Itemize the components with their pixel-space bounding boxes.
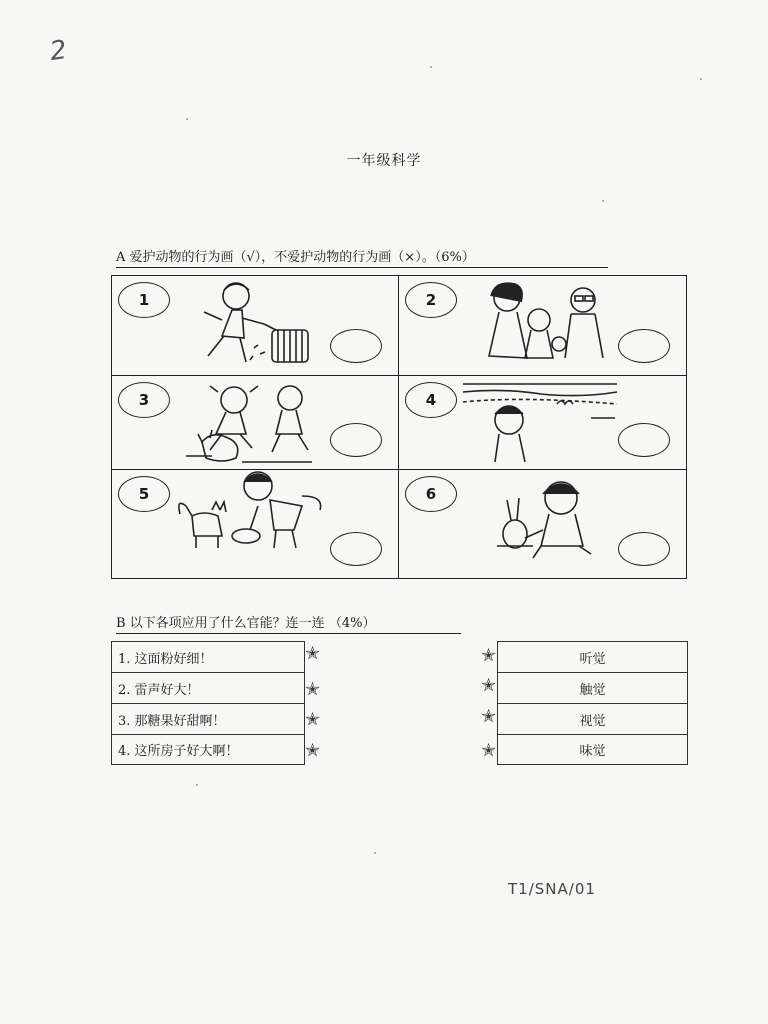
star-icon[interactable]: ✭	[305, 709, 321, 730]
answer-oval-1[interactable]	[330, 329, 382, 363]
girl-rabbit-illustration	[493, 474, 603, 570]
matching-right-item-1: 听觉	[497, 641, 688, 672]
scene-cell-4	[399, 376, 686, 470]
children-chasing-cat-illustration	[182, 378, 322, 466]
star-icon[interactable]: ✭	[305, 740, 321, 761]
matching-left-item-2: 2. 雷声好大！	[111, 672, 305, 703]
section-a-grid	[111, 275, 687, 579]
matching-left-item-3: 3. 那糖果好甜啊！	[111, 703, 305, 734]
item-number-4: 4	[405, 382, 457, 418]
item-number-1: 1	[118, 282, 170, 318]
item-number-2: 2	[405, 282, 457, 318]
matching-right-column	[497, 641, 688, 765]
scene-cell-2	[399, 276, 686, 376]
matching-left-item-1: 1. 这面粉好细！	[111, 641, 305, 672]
section-b-heading: B 以下各项应用了什么官能？连一连 （4%）	[116, 612, 461, 634]
scene-cell-1	[112, 276, 399, 376]
answer-oval-6[interactable]	[618, 532, 670, 566]
footer-code: T1/SNA/01	[508, 880, 596, 898]
margin-page-mark: 2	[47, 34, 69, 68]
scene-cell-6	[399, 470, 686, 578]
scene-cell-5	[112, 470, 399, 578]
matching-right-item-2: 触觉	[497, 672, 688, 703]
star-icon[interactable]: ✭	[305, 643, 321, 664]
boy-bird-cage-illustration	[194, 278, 324, 370]
page-title: 一年级科学	[346, 153, 422, 169]
answer-oval-4[interactable]	[618, 423, 670, 457]
star-icon[interactable]: ✭	[481, 740, 497, 761]
matching-right-item-4: 味觉	[497, 734, 688, 765]
star-icon[interactable]: ✭	[481, 645, 497, 666]
scan-speck	[196, 784, 198, 786]
scan-speck	[700, 78, 702, 80]
scan-speck	[186, 118, 188, 120]
section-a-heading: A 爱护动物的行为画（√），不爱护动物的行为画（×）。（6%）	[116, 246, 608, 268]
scan-speck	[374, 852, 376, 854]
scan-speck	[430, 66, 432, 68]
star-icon[interactable]: ✭	[481, 706, 497, 727]
scan-speck	[602, 200, 604, 202]
answer-oval-5[interactable]	[330, 532, 382, 566]
star-icon[interactable]: ✭	[305, 679, 321, 700]
girl-feeding-cat-illustration	[174, 470, 334, 574]
matching-right-item-3: 视觉	[497, 703, 688, 734]
family-doctor-illustration	[481, 278, 611, 370]
scene-cell-3	[112, 376, 399, 470]
item-number-3: 3	[118, 382, 170, 418]
answer-oval-2[interactable]	[618, 329, 670, 363]
item-number-6: 6	[405, 476, 457, 512]
answer-oval-3[interactable]	[330, 423, 382, 457]
matching-left-item-4: 4. 这所房子好大啊！	[111, 734, 305, 765]
item-number-5: 5	[118, 476, 170, 512]
star-icon[interactable]: ✭	[481, 675, 497, 696]
child-by-pond-illustration	[461, 378, 621, 466]
matching-left-column	[111, 641, 305, 765]
